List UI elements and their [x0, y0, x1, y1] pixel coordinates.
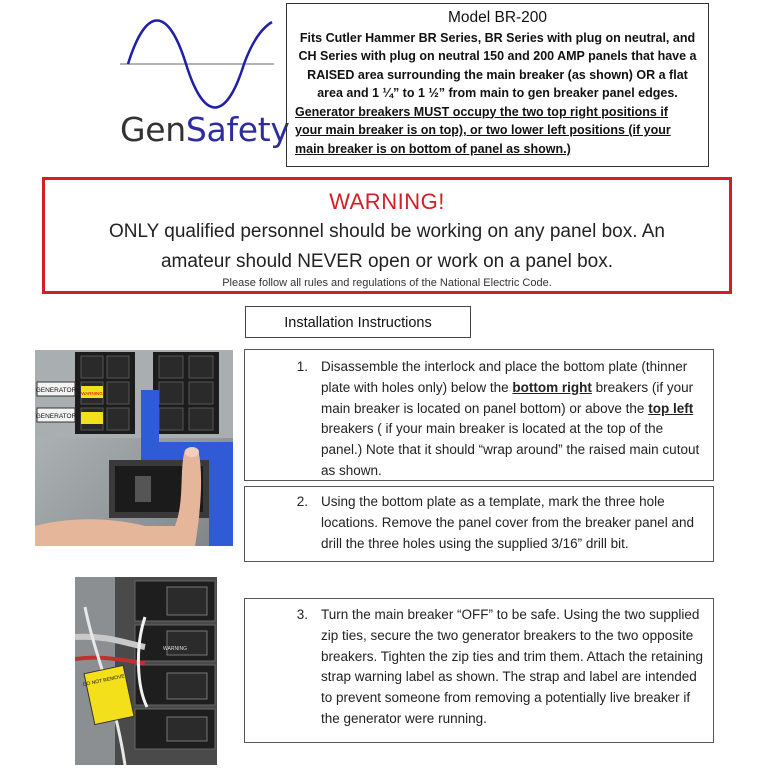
warning-sticker-text: WARNING	[81, 391, 103, 396]
photo-breakers-strap	[75, 577, 217, 765]
gensafety-logo	[112, 10, 290, 160]
warning-line-2: amateur should NEVER open or work on a panel box.	[160, 251, 614, 272]
sine-wave-icon	[116, 14, 276, 114]
photo-panel-interlock	[35, 350, 233, 546]
brand-name	[120, 110, 290, 149]
step-text: Turn the main breaker “OFF” to be safe. Using the two supplied zip ties, secure the two generator breakers to the two opposite breakers. Tighten the zip ties and trim them. Attach the retaining strap warning label as shown. The strap and label are intended to prevent someone from removing a potentially live breaker if the generator were running.	[321, 607, 703, 726]
strap-label-do-not-remove: DO NOT REMOVE	[82, 673, 126, 689]
emphasis-bottom-right: bottom right	[512, 379, 592, 395]
step-number: 3.	[296, 607, 308, 622]
step-1-item	[245, 357, 713, 482]
step-3-box	[244, 598, 714, 743]
generator-label-1: GENERATOR	[35, 387, 77, 394]
warning-line-1: ONLY qualified personnel should be working on any panel box. An	[109, 221, 665, 242]
fit-description: Fits Cutler Hammer BR Series, BR Series with plug on neutral, and CH Series with plug on neutral 150 and 200 AMP panels that have a RAISED area surrounding the main breaker (as shown) OR a flat area and 1 ¼” to 1 ½” from main to gen breaker panel edges.	[298, 30, 697, 100]
step-2-box	[244, 486, 714, 562]
warning-nec-note: Please follow all rules and regulations of the National Electric Code.	[222, 277, 552, 289]
step-text: Using the bottom plate as a template, mark the three hole locations. Remove the panel cover from the breaker panel and drill the three holes using the supplied 3/16” drill bit.	[321, 494, 694, 551]
brand-gen: Gen	[120, 110, 186, 149]
step-number: 2.	[296, 494, 308, 509]
brand-safety: Safety	[185, 110, 290, 149]
breaker-warning-text: WARNING	[163, 646, 187, 652]
step-1-text-a: Disassemble the interlock and place the bottom plate (thinner plate with holes only) below the	[321, 359, 688, 395]
generator-label-2: GENERATOR	[35, 413, 77, 420]
step-3-item	[245, 605, 713, 730]
step-2-item	[245, 492, 713, 554]
step-text	[321, 357, 713, 482]
step-number: 1.	[296, 359, 308, 374]
model-title: Model BR-200	[447, 9, 548, 26]
generator-position-note: Generator breakers MUST occupy the two top right positions if your main breaker is on top), or two lower left positions (if your main breaker is on bottom of panel as shown.)	[295, 104, 671, 156]
emphasis-top-left: top left	[648, 400, 694, 416]
step-1-box	[244, 349, 714, 481]
step-1-text-c: breakers ( if your main breaker is located at the top of the panel.) Note that it should “wrap around” the raised main cutout as shown.	[321, 421, 700, 478]
warning-box	[42, 177, 732, 294]
model-info-box	[286, 3, 709, 167]
warning-title: WARNING!	[329, 189, 445, 214]
installation-heading: Installation Instructions	[245, 306, 471, 338]
step-1-text-b: breakers (if your main breaker is located on panel bottom) or above the	[321, 379, 694, 416]
